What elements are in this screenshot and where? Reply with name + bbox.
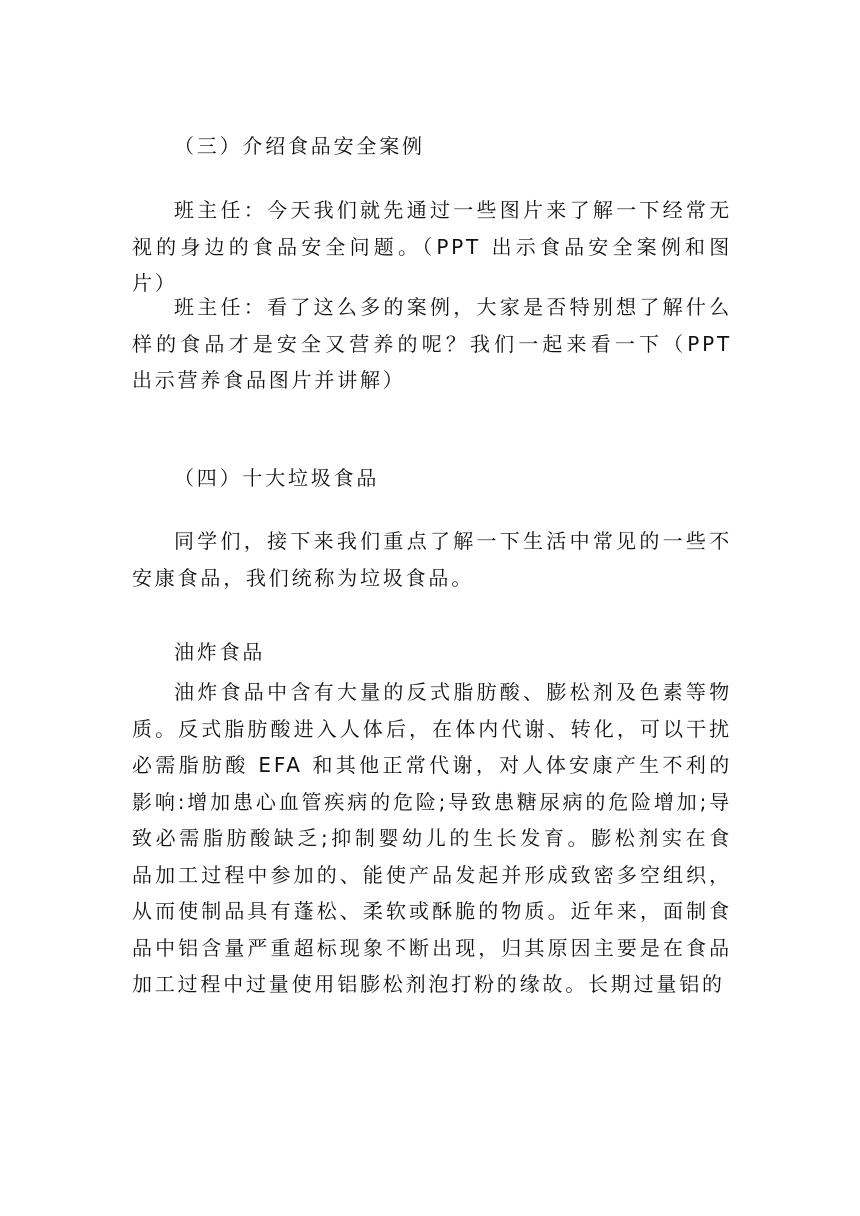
paragraph-teacher-intro: 班主任：今天我们就先通过一些图片来了解一下经常无视的身边的食品安全问题。（PPT 出示食品安全案例和图片） — [132, 198, 732, 295]
paragraph-fried-food-details: 油炸食品中含有大量的反式脂肪酸、膨松剂及色素等物质。反式脂肪酸进入人体后，在体内代谢、转化，可以干扰必需脂肪酸 EFA 和其他正常代谢，对人体安康产生不利的影响:增加患心血管疾病的危险;导致患糖尿病的危险增加;导致必需脂肪酸缺乏;抑制婴幼儿的生长发育。膨松剂实在食品加工过程中参加的、能使产品发起并形成致密多空组织，从而使制品具有蓬松、柔软或酥脆的物质。近年来，面制食品中铝含量严重超标现象不断出现，归其原因主要是在食品加工过程中过量使用铝膨松剂泡打粉的缘故。长期过量铝的 — [132, 680, 732, 996]
section-heading-junk-food: （四）十大垃圾食品 — [174, 466, 380, 490]
paragraph-junk-food-intro: 同学们，接下来我们重点了解一下生活中常见的一些不安康食品，我们统称为垃圾食品。 — [132, 529, 732, 590]
section-heading-food-safety-cases: （三）介绍食品安全案例 — [174, 134, 425, 158]
paragraph-teacher-nutrition: 班主任：看了这么多的案例，大家是否特别想了解什么样的食品才是安全又营养的呢？我们一起来看一下（PPT 出示营养食品图片并讲解） — [132, 295, 732, 392]
subheading-fried-food: 油炸食品 — [174, 640, 266, 664]
